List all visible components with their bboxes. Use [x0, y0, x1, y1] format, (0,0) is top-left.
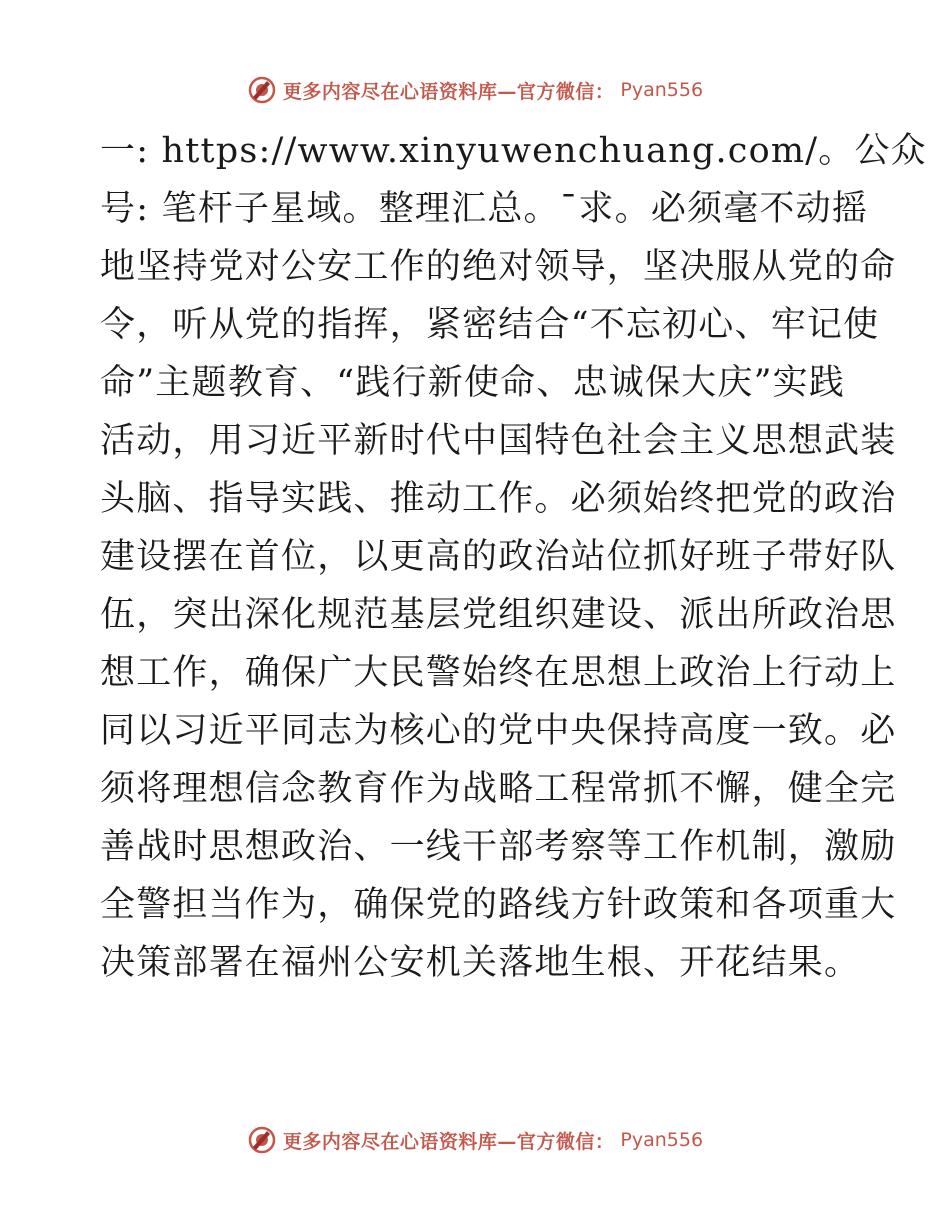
footer-banner — [0, 1120, 950, 1160]
text-line: 地坚持党对公安工作的绝对领导，坚决服从党的命 — [100, 247, 897, 287]
text-line: 同以习近平同志为核心的党中央保持高度一致。必 — [100, 711, 897, 751]
text-line: 号: 笔杆子星域。整理汇总。¯求。必须毫不动摇 — [100, 189, 869, 229]
text-line: 令，听从党的指挥，紧密结合“不忘初心、牢记使 — [100, 305, 880, 345]
header-wechat-id: Pyan556 — [620, 79, 704, 101]
text-line: 建设摆在首位，以更高的政治站位抓好班子带好队 — [100, 537, 897, 577]
document-body — [100, 122, 927, 992]
text-line: 活动，用习近平新时代中国特色社会主义思想武装 — [100, 421, 897, 461]
text-line: 伍，突出深化规范基层党组织建设、派出所政治思 — [100, 595, 897, 635]
text-line: 善战时思想政治、一线干部考察等工作机制，激励 — [100, 827, 897, 867]
header-text: 更多内容尽在心语资料库—官方微信： — [282, 80, 615, 103]
text-line: 一: https://www.xinyuwenchuang.com/。公众 — [100, 131, 927, 171]
brand-logo-icon — [247, 75, 277, 105]
footer-wechat-id: Pyan556 — [620, 1129, 704, 1151]
text-line: 须将理想信念教育作为战略工程常抓不懈，健全完 — [100, 769, 897, 809]
footer-text: 更多内容尽在心语资料库—官方微信： — [282, 1130, 615, 1153]
text-line: 想工作，确保广大民警始终在思想上政治上行动上 — [100, 653, 897, 693]
brand-logo-icon — [247, 1125, 277, 1155]
text-line: 全警担当作为，确保党的路线方针政策和各项重大 — [100, 885, 897, 925]
text-line: 命”主题教育、“践行新使命、忠诚保大庆”实践 — [100, 363, 846, 403]
text-line: 决策部署在福州公安机关落地生根、开花结果。 — [100, 943, 861, 983]
text-line: 头脑、指导实践、推动工作。必须始终把党的政治 — [100, 479, 897, 519]
header-banner — [0, 70, 950, 110]
